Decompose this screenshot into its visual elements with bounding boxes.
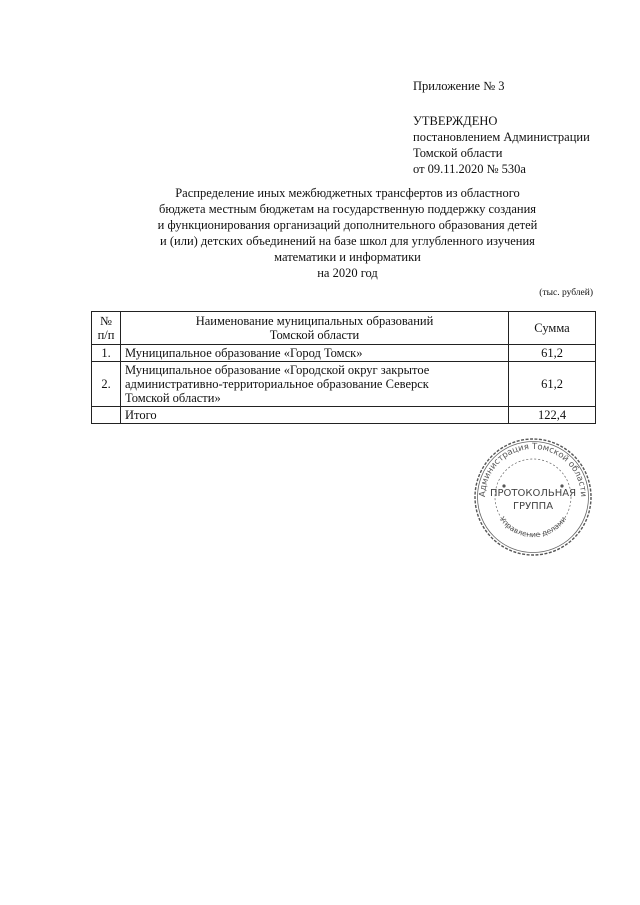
header-number [92,312,121,345]
total-number-cell [92,407,121,424]
approval-block [413,113,590,177]
table-header-row [92,312,596,345]
title-line: Распределение иных межбюджетных трансфертов из областного [175,186,520,200]
approval-date-line: от 09.11.2020 № 530а [413,162,526,176]
table-row [92,345,596,362]
header-number-line: № [100,314,112,328]
approval-line: УТВЕРЖДЕНО [413,114,498,128]
total-sum: 122,4 [509,407,596,424]
title-line: и (или) детских объединений на базе школ для углубленного изучения [160,234,535,248]
table-row [92,362,596,407]
units-note: (тыс. рублей) [539,288,593,298]
header-municipality-line: Томской области [269,328,360,342]
approval-line: Томской области [413,146,503,160]
row-sum: 61,2 [509,345,596,362]
row-municipality-line: Томской области» [125,391,221,405]
total-label: Итого [121,407,509,424]
row-number: 1. [92,345,121,362]
header-municipality [121,312,509,345]
row-municipality [121,362,509,407]
row-municipality: Муниципальное образование «Город Томск» [121,345,509,362]
title-line: математики и информатики [274,250,421,264]
row-number: 2. [92,362,121,407]
row-municipality-line: Муниципальное образование «Городской округ закрытое [125,363,430,377]
stamp-center-line: ГРУППА [512,501,554,512]
title-line: и функционирования организаций дополнительного образования детей [157,218,538,232]
row-municipality-line: административно-территориальное образование Северск [125,377,429,391]
document-title [100,185,595,281]
stamp-outer-text: Администрация Томской области [477,441,589,498]
transfers-table [91,311,596,424]
stamp-lower-text: Управление делами [497,514,569,540]
title-year-line: на 2020 год [317,266,378,280]
title-line: бюджета местным бюджетам на государственную поддержку создания [158,202,537,216]
table-total-row [92,407,596,424]
header-number-line: п/п [97,328,115,342]
approval-line: постановлением Администрации [413,130,590,144]
annex-number: Приложение № 3 [413,79,505,93]
header-municipality-line: Наименование муниципальных образований [195,314,434,328]
protocol-group-stamp [472,436,594,558]
row-sum: 61,2 [509,362,596,407]
header-sum: Сумма [509,312,596,345]
stamp-center-line: ПРОТОКОЛЬНАЯ [489,488,577,499]
